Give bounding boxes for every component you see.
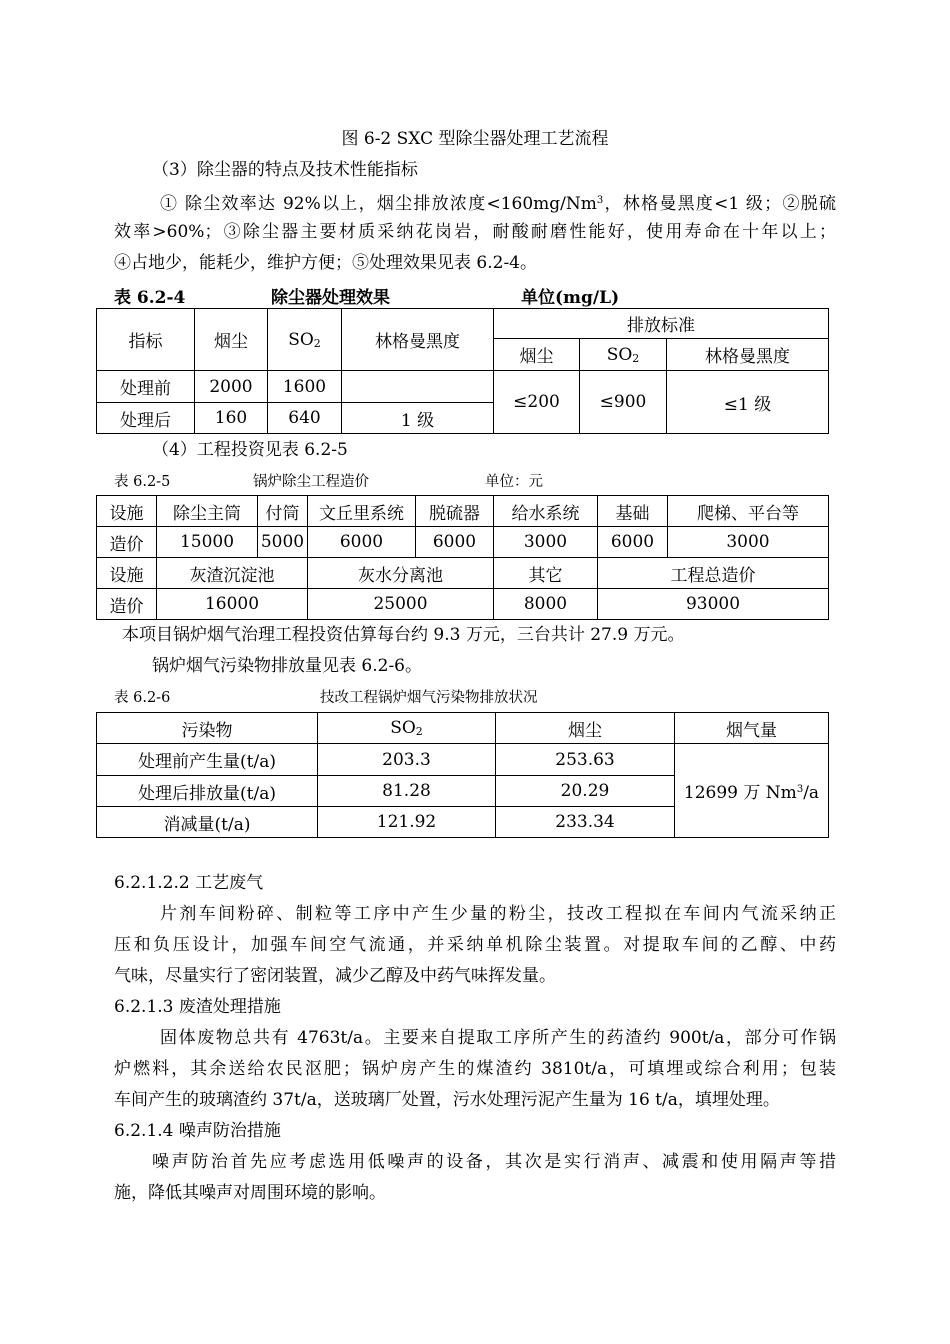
header-so2: $SO_2$ [318,713,496,744]
header-std-so2: $SO_2$ [580,339,667,371]
para-waste-line1: 固体废物总共有 4763t/a。主要来自提取工序所产生的药渣约 900t/a，部分可作锅 [160,1028,836,1048]
table-row: 设施 灰渣沉淀池 灰水分离池 其它 工程总造价 [97,558,829,589]
document-page: 图 6-2 SXC 型除尘器处理工艺流程 （3）除尘器的特点及技术性能指标 ① 除尘效率达 92%以上，烟尘排放浓度$<160mg/Nm^3$，林格曼黑度<1 级；②脱硫 效率>60%；③除尘器主要材质采纳花岗岩，耐酸耐磨性能好，使用寿命在十年以上； ④占地少，能耗少，维护方便；⑤处理效果见表 6.2-4。 表 6.2-4 除尘器处理效果 单位(mg/L) 指标 烟尘 $SO_2$ 林格曼黑度 排放标准 烟尘 $SO_2$ 林格曼黑度 处理前 2000 1600 ≤200 ≤900 ≤1 级 处理后 160 640 1 级 （4）工程投资见表 6.2-5 表 6.2-5 锅炉除尘工程造价 单位：元 设施 除尘主筒 付筒 文丘里系统 脱硫器 给水系统 基础 爬梯、平台等 造价 15000 5000 6000 6000 3000 6000 3000 设施 灰渣沉淀池 灰水分离池 其它 工程总造价 造价 16000 25000 8000 93000 本项目锅炉烟气治理工程投资估算每台约 9.3 万元，三台共计 27.9 万元。 锅炉烟气污染物排放量见表 6.2-6。 表 6.2-6 技改工程锅炉烟气污染物排放状况 污染物 $SO_2$ 烟尘 烟气量 处理前产生量(t/a) 203.3 253.63 12699 万 Nm$^3$/a 处理后排放量(t/a) 81.28 20.29 消减量(t/a) 121.92 233.34 6.2.1.2.2 工艺废气 片剂车间粉碎、制粒等工序中产生少量的粉尘，技改工程拟在车间内气流采纳正 压和负压设计，加强车间空气流通，并采纳单机除尘装置。对提取车间的乙醇、中药 气味，尽量实行了密闭装置，减少乙醇及中药气味挥发量。 6.2.1.3 废渣处理措施 固体废物总共有 4763t/a。主要来自提取工序所产生的药渣约 900t/a，部分可作锅 炉燃料，其余送给农民沤肥；锅炉房产生的煤渣约 3810t/a，可填埋或综合利用；包装 车间产生的玻璃渣约 37t/a，送玻璃厂处置，污水处理污泥产生量为 16 t/a，填埋处理。 6.2.1.4 噪声防治措施 噪声防治首先应考虑选用低噪声的设备，其次是实行消声、减震和使用隔声等措 施，降低其噪声对周围环境的影响。 [0,0,950,1344]
table-row: 处理前产生量(t/a) 203.3 253.63 12699 万 Nm$^3$/a [97,744,829,776]
header-pollutant: 污染物 [97,713,318,744]
para-waste-line2: 炉燃料，其余送给农民沤肥；锅炉房产生的煤渣约 3810t/a，可填埋或综合利用；包装 [114,1059,836,1079]
table-row: 造价 15000 5000 6000 6000 3000 6000 3000 [97,527,829,558]
para1-line2: 效率>60%；③除尘器主要材质采纳花岗岩，耐酸耐磨性能好，使用寿命在十年以上； [114,222,836,242]
item3-heading: （3）除尘器的特点及技术性能指标 [152,160,418,180]
para-waste-line3: 车间产生的玻璃渣约 37t/a，送玻璃厂处置，污水处理污泥产生量为 16 t/a，填埋处理。 [114,1090,780,1110]
header-dust: 烟尘 [195,309,268,371]
figure-caption: 图 6-2 SXC 型除尘器处理工艺流程 [341,129,609,149]
header-index: 指标 [97,309,195,371]
header-so2: $SO_2$ [268,309,342,371]
table-row: 处理后 160 640 1 级 [97,403,829,434]
table-6-2-4 [96,308,829,434]
para-noise-line2: 施，降低其噪声对周围环境的影响。 [114,1183,386,1203]
table-row: 设施 除尘主筒 付筒 文丘里系统 脱硫器 给水系统 基础 爬梯、平台等 [97,496,829,527]
header-flue: 烟气量 [675,713,829,744]
std-so2-value: ≤900 [580,371,667,434]
table-row: 处理前 2000 1600 ≤200 ≤900 ≤1 级 [97,371,829,403]
para-process-gas-line3: 气味，尽量实行了密闭装置，减少乙醇及中药气味挥发量。 [114,966,556,986]
flue-volume: 12699 万 Nm$^3$/a [675,744,829,838]
section-6-2-1-2-2: 6.2.1.2.2 工艺废气 [114,873,264,893]
para-emission-ref: 锅炉烟气污染物排放量见表 6.2-6。 [152,656,422,676]
para-noise-line1: 噪声防治首先应考虑选用低噪声的设备，其次是实行消声、减震和使用隔声等措 [152,1152,836,1172]
table-row: 消减量(t/a) 121.92 233.34 [97,807,829,838]
std-dust-value: ≤200 [494,371,580,434]
section-6-2-1-4: 6.2.1.4 噪声防治措施 [114,1121,281,1141]
para-invest: 本项目锅炉烟气治理工程投资估算每台约 9.3 万元，三台共计 27.9 万元。 [122,625,685,645]
header-std-dust: 烟尘 [494,339,580,371]
table-row: 造价 16000 25000 8000 93000 [97,589,829,620]
header-standard: 排放标准 [494,309,829,339]
para1-line1: ① 除尘效率达 92%以上，烟尘排放浓度$<160mg/Nm^3$，林格曼黑度<1 级；②脱硫 [160,194,837,214]
para1-line3: ④占地少，能耗少，维护方便；⑤处理效果见表 6.2-4。 [114,253,537,273]
std-ringelmann-value: ≤1 级 [667,371,829,434]
para-process-gas-line1: 片剂车间粉碎、制粒等工序中产生少量的粉尘，技改工程拟在车间内气流采纳正 [160,904,836,924]
para-process-gas-line2: 压和负压设计，加强车间空气流通，并采纳单机除尘装置。对提取车间的乙醇、中药 [114,935,836,955]
header-ringelmann: 林格曼黑度 [342,309,494,371]
table-row: 处理后排放量(t/a) 81.28 20.29 [97,776,829,807]
section-6-2-1-3: 6.2.1.3 废渣处理措施 [114,997,281,1017]
item4-heading: （4）工程投资见表 6.2-5 [152,440,348,460]
table-6-2-5 [96,495,829,620]
table-6-2-6 [96,712,829,838]
header-std-ringelmann: 林格曼黑度 [667,339,829,371]
header-dust: 烟尘 [496,713,675,744]
